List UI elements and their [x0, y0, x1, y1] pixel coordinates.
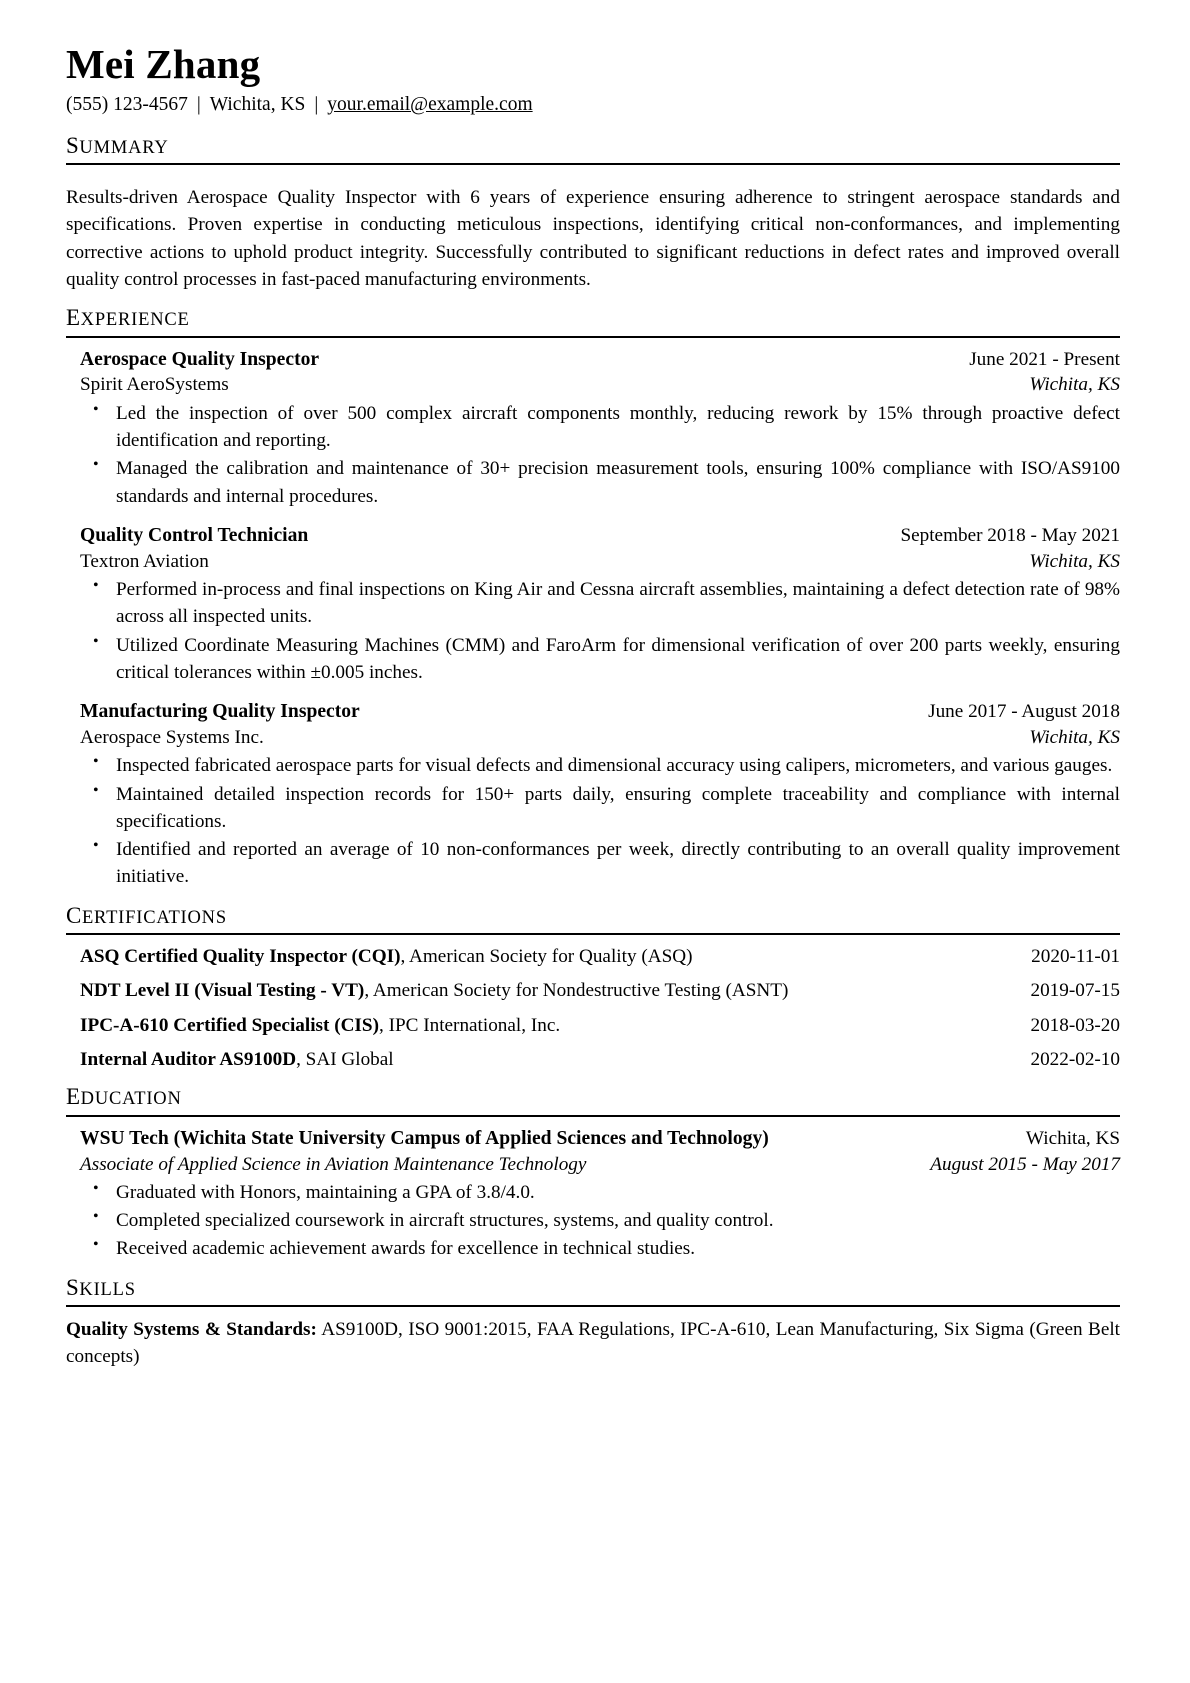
- experience-org-row: [66, 549, 1120, 574]
- education-degree-row: [66, 1152, 1120, 1177]
- heading-initial: C: [66, 902, 82, 928]
- certification-row: [66, 978, 1120, 1003]
- certification-date: 2018-03-20: [1030, 1014, 1120, 1036]
- heading-initial: E: [66, 305, 81, 331]
- job-date: September 2018 - May 2021: [900, 524, 1120, 546]
- experience-entry: [66, 523, 1120, 686]
- certification-main: [66, 978, 788, 1003]
- experience-title-row: [66, 347, 1120, 373]
- certification-main: [66, 1047, 394, 1072]
- certification-name: Internal Auditor AS9100D: [80, 1048, 297, 1070]
- job-title: Quality Control Technician: [80, 524, 309, 546]
- certification-row: [66, 944, 1120, 969]
- bullet-item: • Utilized Coordinate Measuring Machines (CMM) and FaroArm for dimensional verification of over 200 parts weekly, ensuring critical tolerances within ±0.005 inches.: [66, 632, 1120, 687]
- job-date: June 2021 - Present: [969, 348, 1120, 370]
- certification-row: [66, 1013, 1120, 1038]
- section-experience: [66, 305, 1120, 890]
- experience-title-row: [66, 699, 1120, 725]
- certification-name: IPC-A-610 Certified Specialist (CIS): [80, 1014, 379, 1036]
- contact-phone: (555) 123-4567: [66, 94, 188, 116]
- bullet-item: • Completed specialized coursework in aircraft structures, systems, and quality control.: [66, 1207, 1120, 1234]
- experience-title-row: [66, 523, 1120, 549]
- contact-location: Wichita, KS: [209, 94, 306, 116]
- education-entry: [66, 1126, 1120, 1263]
- certification-name: ASQ Certified Quality Inspector (CQI): [80, 945, 401, 967]
- bullet-item: • Graduated with Honors, maintaining a GPA of 3.8/4.0.: [66, 1179, 1120, 1206]
- job-company: Textron Aviation: [80, 550, 209, 572]
- section-heading-summary: [66, 133, 1120, 160]
- heading-rest: XPERIENCE: [80, 310, 190, 331]
- certification-row: [66, 1047, 1120, 1072]
- section-rule: [66, 163, 1120, 165]
- experience-org-row: [66, 372, 1120, 397]
- bullet-item: • Maintained detailed inspection records for 150+ parts daily, ensuring complete traceability and compliance with internal specifications.: [66, 781, 1120, 836]
- school-name: WSU Tech (Wichita State University Campus of Applied Sciences and Technology): [80, 1127, 769, 1149]
- section-heading-certifications: [66, 903, 1120, 930]
- certifications-list: [66, 944, 1120, 1072]
- job-bullets: [66, 576, 1120, 686]
- candidate-name: Mei Zhang: [66, 41, 261, 87]
- experience-org-row: [66, 725, 1120, 750]
- job-location: Wichita, KS: [1029, 550, 1120, 572]
- section-summary: [66, 133, 1120, 294]
- section-rule: [66, 1305, 1120, 1307]
- job-bullets: [66, 752, 1120, 890]
- education-bullets: [66, 1179, 1120, 1263]
- school-location: Wichita, KS: [1025, 1127, 1120, 1149]
- certification-main: [66, 944, 693, 969]
- degree-name: Associate of Applied Science in Aviation Maintenance Technology: [80, 1153, 587, 1175]
- heading-rest: DUCATION: [80, 1089, 182, 1110]
- certification-issuer: , SAI Global: [296, 1048, 394, 1070]
- summary-text: Results-driven Aerospace Quality Inspector with 6 years of experience ensuring adherence to stringent aerospace standards and specifications. Proven expertise in conducting meticulous inspections, identifying critical non-conformances, and implementing corrective actions to uphold product integrity. Successfully contributed to significant reductions in defect rates and improved overall quality control processes in fast-paced manufacturing environments.: [66, 187, 1120, 290]
- contact-email-link[interactable]: your.email@example.com: [327, 94, 533, 116]
- bullet-item: • Managed the calibration and maintenance of 30+ precision measurement tools, ensuring 100% compliance with ISO/AS9100 standards and internal procedures.: [66, 455, 1120, 510]
- certification-issuer: , American Society for Nondestructive Testing (ASNT): [364, 980, 789, 1002]
- certification-date: 2019-07-15: [1030, 980, 1120, 1002]
- section-rule: [66, 933, 1120, 935]
- section-heading-experience: [66, 305, 1120, 332]
- section-heading-skills: [66, 1275, 1120, 1302]
- certification-main: [66, 1013, 560, 1038]
- job-title: Aerospace Quality Inspector: [80, 348, 320, 370]
- section-skills: [66, 1275, 1120, 1371]
- section-rule: [66, 1115, 1120, 1117]
- section-certifications: [66, 903, 1120, 1073]
- experience-list: [66, 347, 1120, 891]
- heading-initial: E: [66, 1084, 81, 1110]
- job-date: June 2017 - August 2018: [928, 701, 1120, 723]
- experience-entry: [66, 699, 1120, 891]
- section-education: [66, 1084, 1120, 1262]
- job-title: Manufacturing Quality Inspector: [80, 701, 360, 723]
- heading-rest: KILLS: [79, 1279, 136, 1300]
- job-bullets: [66, 400, 1120, 510]
- heading-initial: S: [66, 132, 80, 158]
- skill-category: Quality Systems & Standards:: [66, 1318, 317, 1340]
- bullet-item: • Led the inspection of over 500 complex aircraft components monthly, reducing rework by 15% through proactive defect identification and reporting.: [66, 400, 1120, 455]
- bullet-item: • Performed in-process and final inspections on King Air and Cessna aircraft assemblies, maintaining a defect detection rate of 98% across all inspected units.: [66, 576, 1120, 631]
- bullet-item: • Inspected fabricated aerospace parts for visual defects and dimensional accuracy using calipers, micrometers, and various gauges.: [66, 752, 1120, 779]
- section-rule: [66, 336, 1120, 338]
- skill-row: [66, 1316, 1120, 1371]
- heading-rest: UMMARY: [79, 137, 169, 158]
- heading-initial: S: [66, 1274, 80, 1300]
- heading-rest: ERTIFICATIONS: [81, 907, 227, 928]
- skill-items: AS9100D, ISO 9001:2015, FAA Regulations, IPC-A-610, Lean Manufacturing, Six Sigma (Green Belt concepts): [66, 1318, 1121, 1368]
- job-location: Wichita, KS: [1029, 374, 1120, 396]
- certification-date: 2022-02-10: [1030, 1048, 1120, 1070]
- resume-header: [66, 42, 1120, 119]
- contact-separator-2: |: [314, 94, 319, 116]
- contact-separator-1: |: [196, 94, 201, 116]
- job-company: Aerospace Systems Inc.: [80, 726, 264, 748]
- section-heading-education: [66, 1084, 1120, 1111]
- certification-date: 2020-11-01: [1031, 945, 1120, 967]
- education-school-row: [66, 1126, 1120, 1152]
- certification-issuer: , American Society for Quality (ASQ): [400, 945, 693, 967]
- contact-line: [66, 92, 1120, 118]
- job-location: Wichita, KS: [1029, 726, 1120, 748]
- education-list: [66, 1126, 1120, 1263]
- bullet-item: • Identified and reported an average of 10 non-conformances per week, directly contributing to an overall quality improvement initiative.: [66, 836, 1120, 891]
- certification-issuer: , IPC International, Inc.: [378, 1014, 561, 1036]
- bullet-item: • Received academic achievement awards for excellence in technical studies.: [66, 1235, 1120, 1262]
- skills-list: [66, 1316, 1120, 1371]
- experience-entry: [66, 347, 1120, 510]
- certification-name: NDT Level II (Visual Testing - VT): [80, 980, 365, 1002]
- job-company: Spirit AeroSystems: [80, 374, 229, 396]
- degree-date: August 2015 - May 2017: [930, 1153, 1120, 1175]
